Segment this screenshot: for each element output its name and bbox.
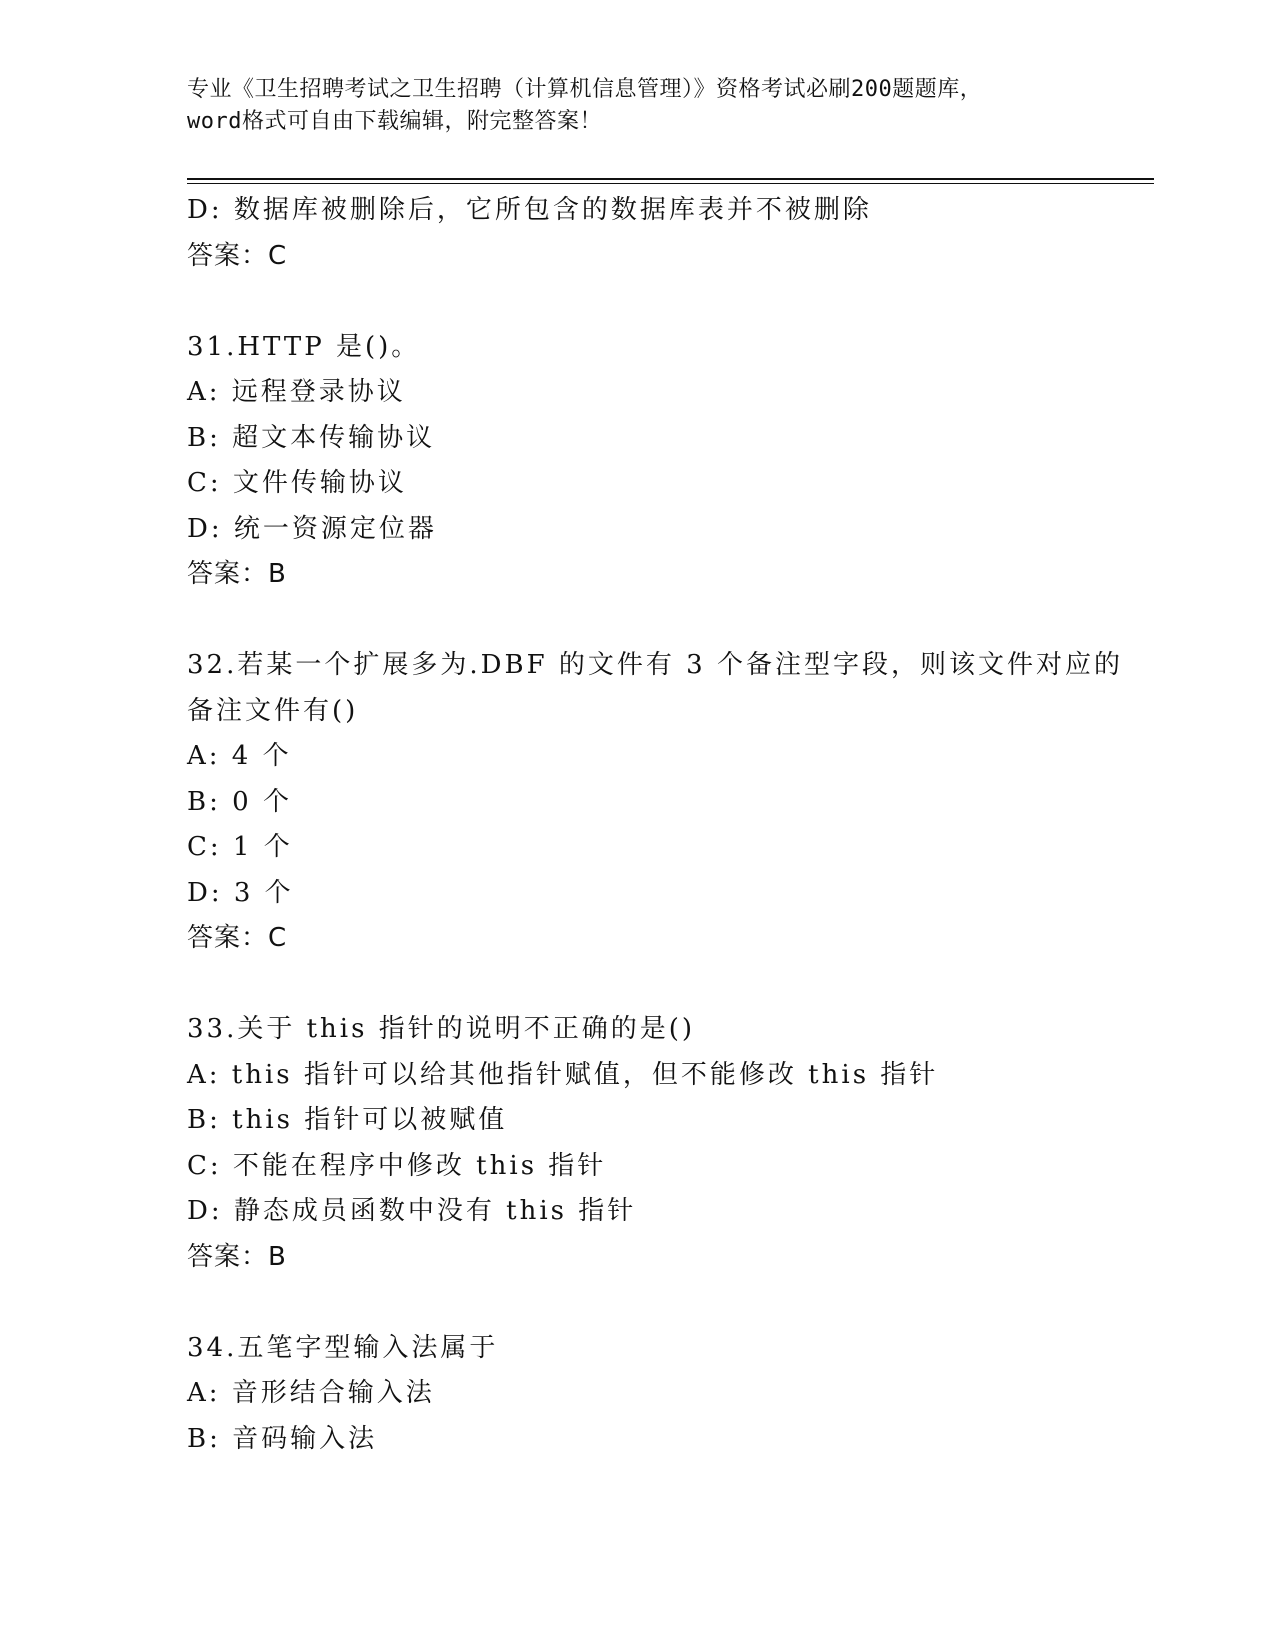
option-d: D: 数据库被删除后，它所包含的数据库表并不被删除 xyxy=(187,195,872,225)
question-30-tail xyxy=(187,188,1107,279)
question-stem: 33.关于 this 指针的说明不正确的是() xyxy=(187,1014,696,1044)
option-b: B: this 指针可以被赋值 xyxy=(187,1105,508,1135)
question-list xyxy=(187,188,1123,1462)
header-title-line-2: word格式可自由下载编辑，附完整答案！ xyxy=(187,109,602,134)
question-stem-line-2: 备注文件有() xyxy=(187,695,359,726)
question-stem: 31.HTTP 是()。 xyxy=(187,331,421,362)
option-c: C: 不能在程序中修改 this 指针 xyxy=(187,1150,607,1181)
header-divider-thick xyxy=(187,178,1154,180)
question-34 xyxy=(187,1326,1107,1463)
answer-line: 答案：B xyxy=(187,1241,287,1272)
answer-line: 答案：C xyxy=(187,923,288,953)
option-b: B: 音码输入法 xyxy=(187,1423,378,1454)
option-c: C: 1 个 xyxy=(187,832,293,862)
question-32 xyxy=(187,643,1123,962)
document-header xyxy=(187,74,1087,138)
option-d: D: 3 个 xyxy=(187,877,294,908)
spacer xyxy=(187,1280,1107,1326)
option-a: A: 远程登录协议 xyxy=(187,377,406,407)
spacer xyxy=(187,962,1107,1008)
spacer xyxy=(187,598,1107,644)
option-c: C: 文件传输协议 xyxy=(187,468,407,498)
question-stem-line-1: 32.若某一个扩展多为.DBF 的文件有 3 个备注型字段，则该文件对应的 xyxy=(187,650,1123,680)
answer-line: 答案：C xyxy=(187,240,288,271)
question-33 xyxy=(187,1007,1107,1280)
option-d: D: 静态成员函数中没有 this 指针 xyxy=(187,1196,637,1226)
option-b: B: 0 个 xyxy=(187,786,292,817)
question-31 xyxy=(187,325,1107,598)
spacer xyxy=(187,279,1107,325)
option-b: B: 超文本传输协议 xyxy=(187,422,436,453)
option-a: A: this 指针可以给其他指针赋值，但不能修改 this 指针 xyxy=(187,1059,939,1090)
option-a: A: 音形结合输入法 xyxy=(187,1378,435,1408)
answer-line: 答案：B xyxy=(187,559,287,589)
option-a: A: 4 个 xyxy=(187,741,292,771)
header-divider-thin xyxy=(187,183,1154,184)
header-title-line-1: 专业《卫生招聘考试之卫生招聘（计算机信息管理）》资格考试必刷200题题库， xyxy=(187,77,983,102)
question-stem: 34.五笔字型输入法属于 xyxy=(187,1332,499,1363)
option-d: D: 统一资源定位器 xyxy=(187,513,437,544)
